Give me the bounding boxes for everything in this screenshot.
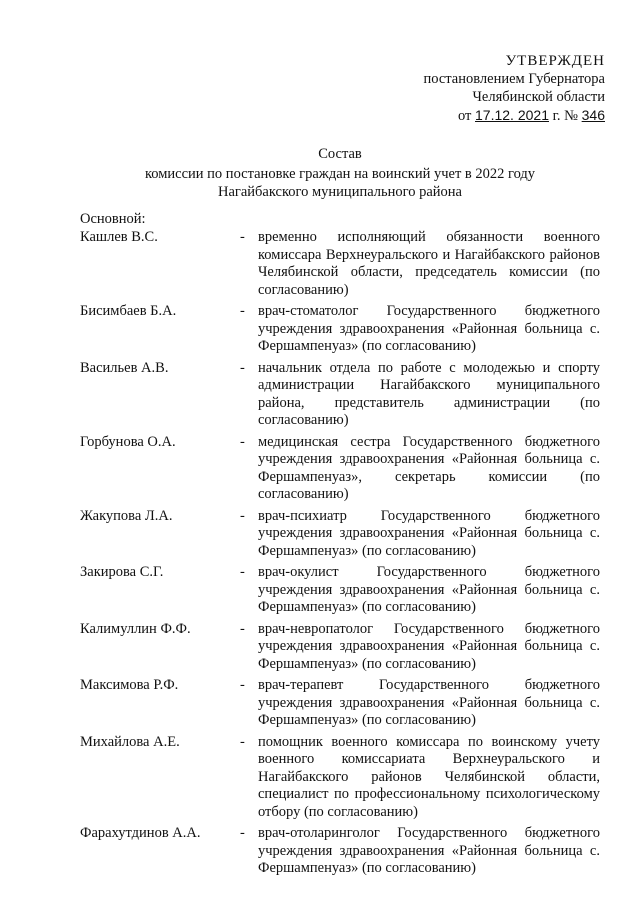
number-prefix: г. № xyxy=(552,108,579,124)
title-line-1: Состав xyxy=(318,146,362,162)
member-name: Калимуллин Ф.Ф. xyxy=(80,620,191,637)
member-dash: - xyxy=(240,229,245,245)
member-role: врач-психиатр Государственного бюджетного учреждения здравоохранения «Районная больница с. Фершампенуаз» (по согласованию) xyxy=(258,507,600,559)
member-name: Жакупова Л.А. xyxy=(80,507,173,524)
member-role: врач-окулист Государственного бюджетного учреждения здравоохранения «Районная больница с. Фершампенуаз» (по согласованию) xyxy=(258,564,600,615)
member-row xyxy=(80,677,600,730)
member-role: помощник военного комиссара по воинскому учету военного комиссариата Верхнеуральского и Нагайбакского районов Челябинской области, специалист по профессиональному психологическому отбору (по согласованию) xyxy=(258,733,600,820)
member-dash: - xyxy=(240,620,245,637)
member-role: медицинская сестра Государственного бюджетного учреждения здравоохранения «Районная больница с. Фершампенуаз», секретарь комиссии (по согласованию) xyxy=(258,433,600,502)
member-name: Горбунова О.А. xyxy=(80,433,176,450)
member-role: врач-терапевт Государственного бюджетного учреждения здравоохранения «Районная больница с. Фершампенуаз» (по согласованию) xyxy=(258,677,600,728)
member-row xyxy=(80,360,600,430)
member-dash: - xyxy=(240,825,245,841)
approval-date-line xyxy=(400,106,605,125)
member-role: врач-стоматолог Государственного бюджетного учреждения здравоохранения «Районная больница с. Фершампенуаз» (по согласованию) xyxy=(258,303,600,354)
approval-line-1: постановлением Губернатора xyxy=(423,71,605,87)
approval-line-2: Челябинской области xyxy=(472,89,605,105)
member-dash: - xyxy=(240,564,245,580)
section-label: Основной: xyxy=(80,211,146,227)
document-title xyxy=(80,145,600,201)
title-line-3: Нагайбакского муниципального района xyxy=(217,184,462,200)
member-row xyxy=(80,303,600,356)
approval-number: 346 xyxy=(581,107,605,123)
member-name: Фарахутдинов А.А. xyxy=(80,825,201,841)
member-row xyxy=(80,564,600,617)
member-row xyxy=(80,825,600,878)
approval-date: 17.12. 2021 xyxy=(475,107,549,123)
approval-heading: УТВЕРЖДЕН xyxy=(505,53,605,69)
member-name: Михайлова А.Е. xyxy=(80,733,180,750)
member-name: Бисимбаев Б.А. xyxy=(80,303,177,319)
member-role: врач-невропатолог Государственного бюджетного учреждения здравоохранения «Районная больница с. Фершампенуаз» (по согласованию) xyxy=(258,620,600,672)
member-dash: - xyxy=(240,733,245,750)
member-dash: - xyxy=(240,507,245,524)
members-list xyxy=(80,229,600,882)
date-prefix: от xyxy=(457,108,472,124)
member-row xyxy=(80,621,600,674)
member-row xyxy=(80,508,600,561)
member-role: начальник отдела по работе с молодежью и спорту администрации Нагайбакского муниципального района, представитель администрации (по согласованию) xyxy=(258,359,600,428)
member-name: Кашлев В.С. xyxy=(80,229,158,245)
member-name: Максимова Р.Ф. xyxy=(80,677,179,693)
member-dash: - xyxy=(240,359,245,376)
approval-stamp xyxy=(400,52,605,125)
member-name: Закирова С.Г. xyxy=(80,564,164,580)
member-role: временно исполняющий обязанности военного комиссара Верхнеуральского и Нагайбакского районов Челябинской области, председатель комиссии (по согласованию) xyxy=(258,229,600,298)
member-dash: - xyxy=(240,433,245,450)
member-dash: - xyxy=(240,677,245,693)
member-row xyxy=(80,434,600,504)
member-role: врач-отоларинголог Государственного бюджетного учреждения здравоохранения «Районная больница с. Фершампенуаз» (по согласованию) xyxy=(258,825,600,876)
member-row xyxy=(80,229,600,299)
member-dash: - xyxy=(240,303,245,319)
member-row xyxy=(80,734,600,822)
member-name: Васильев А.В. xyxy=(80,359,169,376)
title-line-2: комиссии по постановке граждан на воинский учет в 2022 году xyxy=(144,166,536,182)
